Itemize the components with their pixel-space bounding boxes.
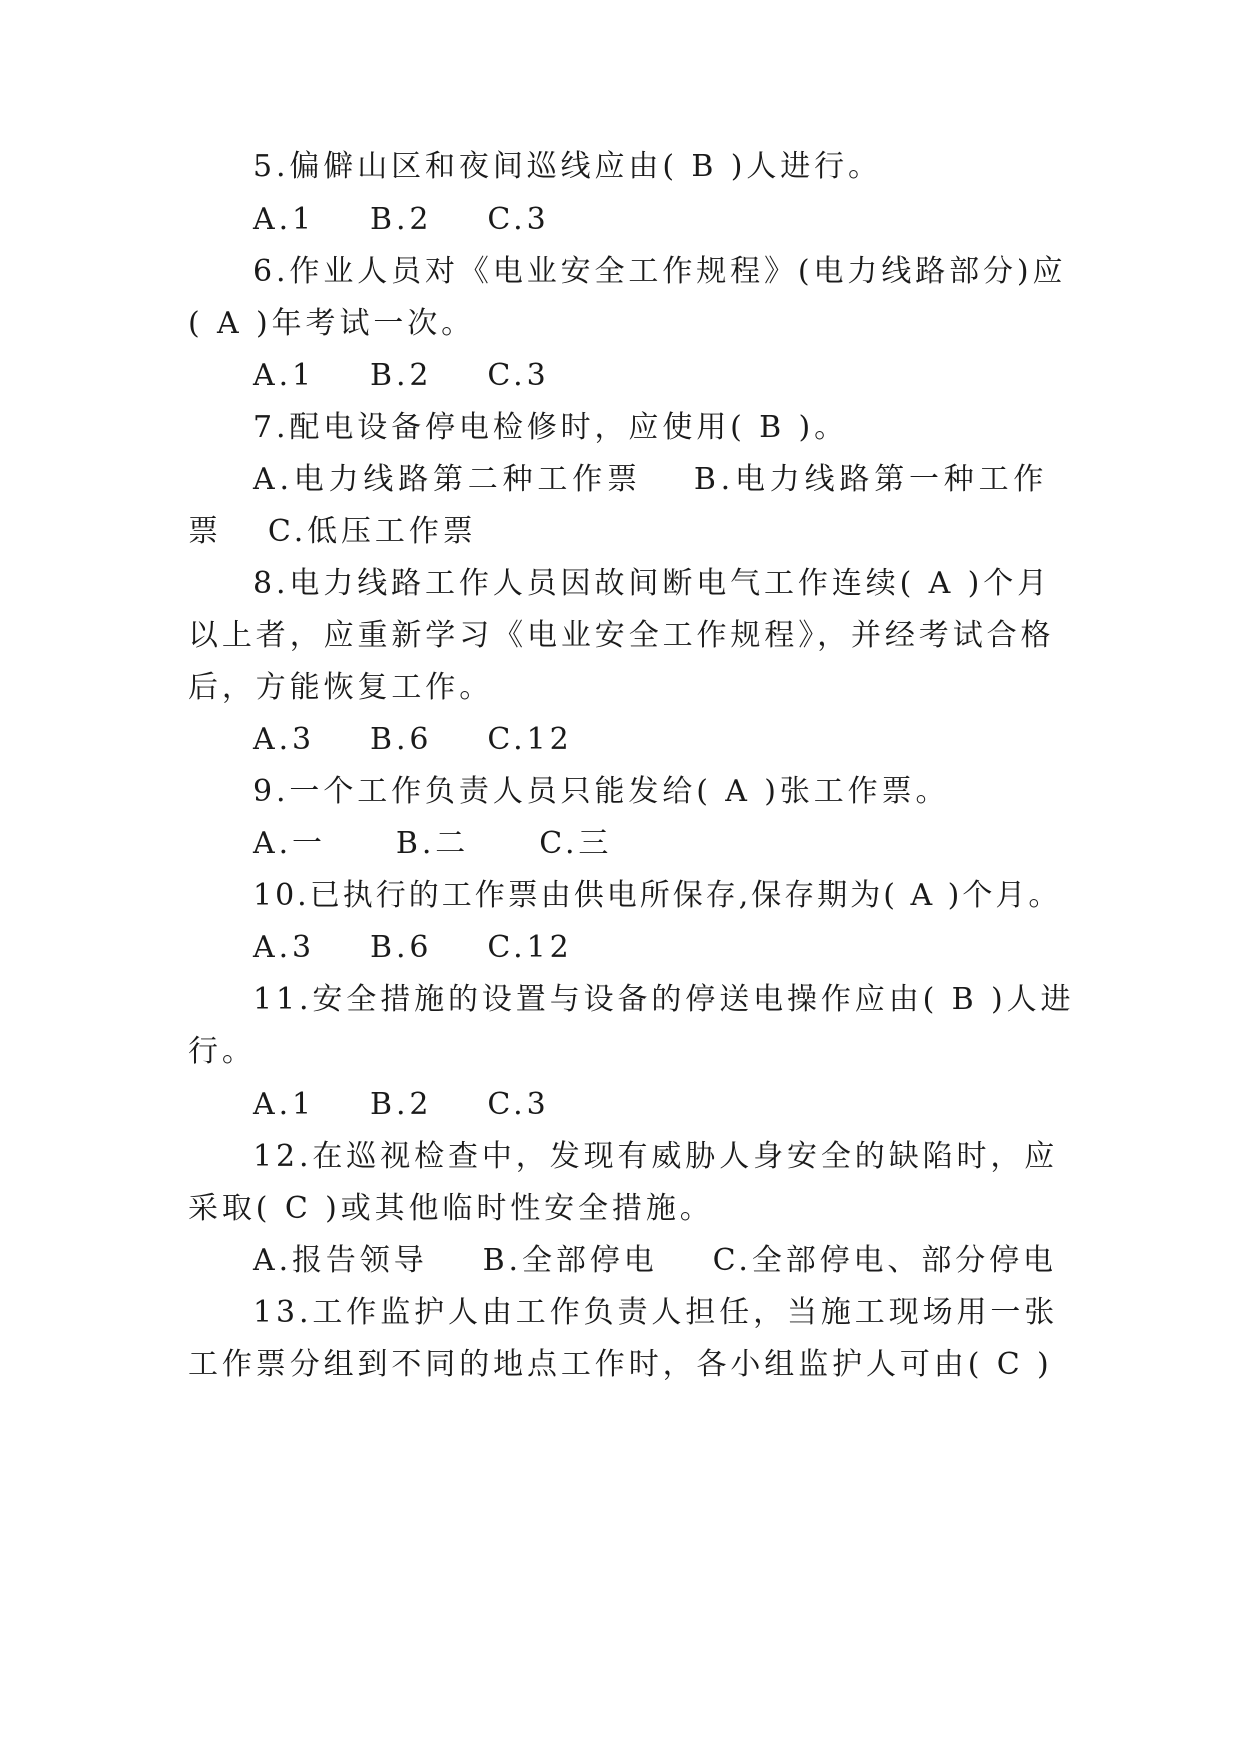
option-a: A.电力线路第二种工作票 [253, 462, 642, 497]
question-11: 11.安全措施的设置与设备的停送电操作应由( B )人进 [253, 982, 1075, 1017]
option-c: C.低压工作票 [267, 514, 477, 549]
question-13-continued: 工作票分组到不同的地点工作时，各小组监护人可由( C ) [188, 1347, 1053, 1382]
option-c: C.三 [539, 826, 613, 861]
option-b: B.全部停电 [482, 1243, 658, 1278]
question-12-options [0, 1241, 1241, 1281]
question-11-options [0, 1085, 1241, 1125]
question-7-options-continued [0, 512, 1241, 552]
question-6: 6.作业人员对《电业安全工作规程》(电力线路部分)应 [253, 254, 1067, 289]
question-6-continued: ( A )年考试一次。 [188, 306, 476, 341]
question-7: 7.配电设备停电检修时，应使用( B )。 [253, 410, 849, 445]
question-5: 5.偏僻山区和夜间巡线应由( B )人进行。 [253, 149, 882, 184]
question-8-continued-1: 以上者，应重新学习《电业安全工作规程》，并经考试合格 [188, 618, 1055, 653]
option-c: C.12 [487, 930, 573, 965]
question-7-options [0, 460, 1241, 500]
option-b: B.2 [370, 202, 433, 237]
question-13: 13.工作监护人由工作负责人担任，当施工现场用一张 [253, 1295, 1059, 1330]
option-b: B.二 [395, 826, 470, 861]
question-10: 10.已执行的工作票由供电所保存,保存期为( A )个月。 [253, 878, 1062, 913]
option-a: A.1 [253, 202, 315, 237]
question-8: 8.电力线路工作人员因故间断电气工作连续( A )个月 [253, 566, 1052, 601]
option-c: C.3 [487, 1087, 550, 1122]
question-12: 12.在巡视检查中，发现有威胁人身安全的缺陷时，应 [253, 1139, 1059, 1174]
question-5-options [0, 200, 1241, 240]
option-c: C.3 [487, 202, 550, 237]
question-9-options [0, 824, 1241, 864]
option-a: A.1 [253, 1087, 315, 1122]
option-b: B.6 [370, 930, 433, 965]
question-11-continued: 行。 [188, 1034, 256, 1069]
question-8-options [0, 720, 1241, 760]
option-b: B.电力线路第一种工作 [693, 462, 1049, 497]
question-8-continued-2: 后，方能恢复工作。 [188, 670, 494, 705]
question-12-continued: 采取( C )或其他临时性安全措施。 [188, 1191, 714, 1226]
option-c: C.12 [487, 722, 573, 757]
option-a: A.3 [253, 930, 315, 965]
option-c: C.全部停电、部分停电 [712, 1243, 1057, 1278]
question-9: 9.一个工作负责人员只能发给( A )张工作票。 [253, 774, 950, 809]
question-6-options [0, 356, 1241, 396]
option-a: A.1 [253, 358, 315, 393]
option-b: B.6 [370, 722, 433, 757]
option-b-continued: 票 [188, 514, 222, 549]
option-b: B.2 [370, 1087, 433, 1122]
question-10-options [0, 928, 1241, 968]
option-a: A.报告领导 [253, 1243, 428, 1278]
option-a: A.3 [253, 722, 315, 757]
option-a: A.一 [253, 826, 326, 861]
option-c: C.3 [487, 358, 550, 393]
option-b: B.2 [370, 358, 433, 393]
